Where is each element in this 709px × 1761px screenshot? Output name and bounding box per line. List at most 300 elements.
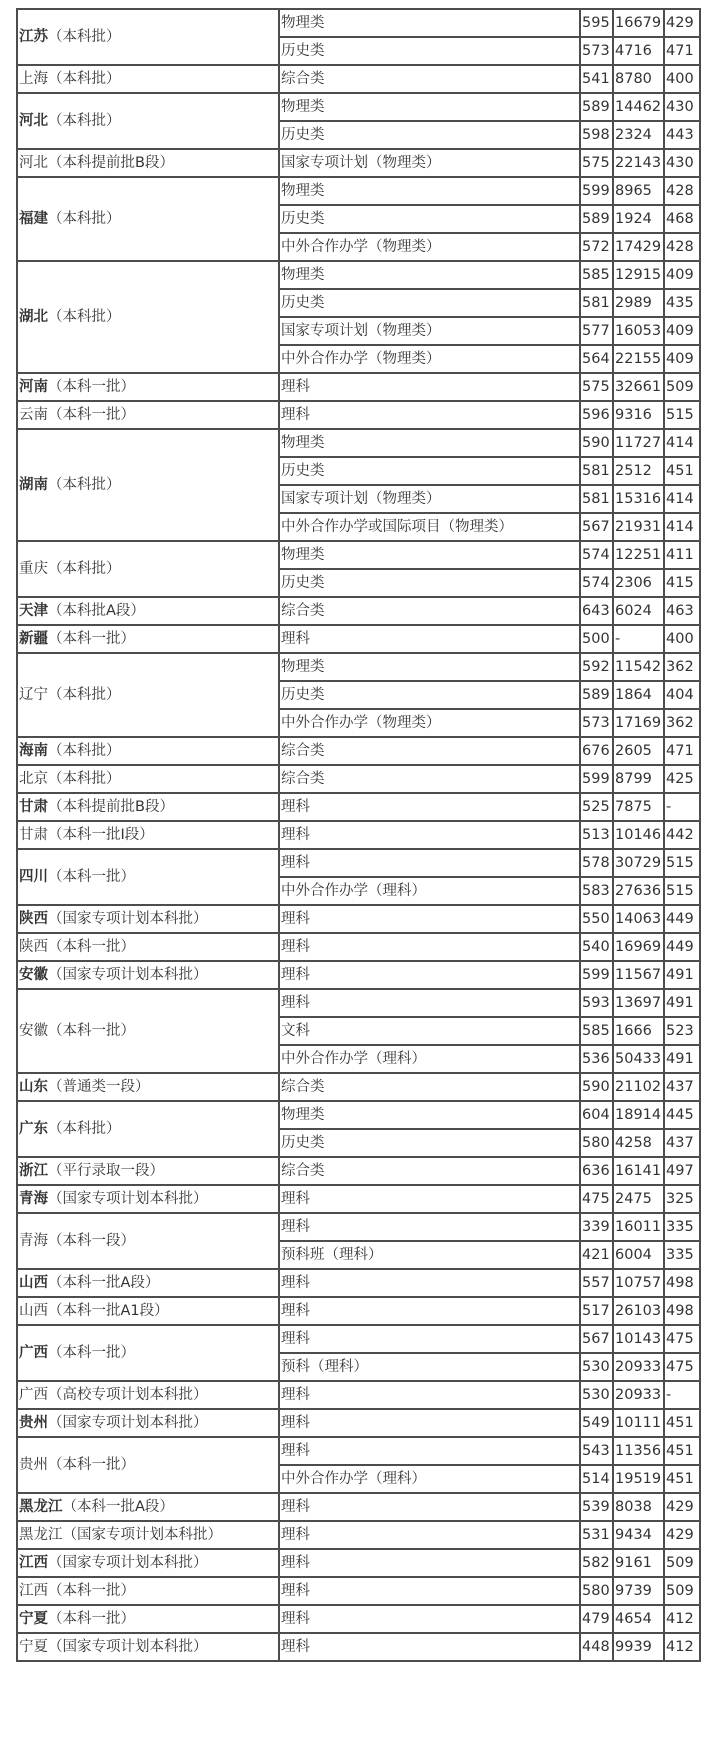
batch-line-cell: 451 [664, 1409, 700, 1437]
table-row [17, 597, 700, 625]
province-name: 天津 [19, 603, 48, 619]
min-score-cell: 567 [580, 513, 613, 541]
batch-name: （本科批） [48, 771, 121, 787]
min-score-cell: 536 [580, 1045, 613, 1073]
min-score-cell: 599 [580, 961, 613, 989]
subject-cell: 历史类 [279, 1129, 580, 1157]
min-score-cell: 530 [580, 1353, 613, 1381]
batch-name: （国家专项计划本科批） [48, 1415, 208, 1431]
batch-line-cell: 509 [664, 1549, 700, 1577]
batch-line-cell: - [664, 793, 700, 821]
subject-cell: 理科 [279, 1633, 580, 1661]
table-row [17, 1633, 700, 1661]
min-score-cell: 599 [580, 765, 613, 793]
batch-line-cell: 451 [664, 1437, 700, 1465]
batch-line-cell: 498 [664, 1269, 700, 1297]
province-name: 浙江 [19, 1163, 48, 1179]
batch-name: （国家专项计划本科批） [48, 911, 208, 927]
province-name: 青海 [19, 1233, 48, 1249]
min-rank-cell: 8965 [613, 177, 664, 205]
min-score-cell: 578 [580, 849, 613, 877]
min-score-cell: 596 [580, 401, 613, 429]
table-row [17, 541, 700, 569]
batch-name: （本科一批） [48, 1457, 135, 1473]
table-row [17, 1185, 700, 1213]
min-score-cell: 585 [580, 1017, 613, 1045]
batch-name: （本科一批） [48, 869, 135, 885]
batch-name: （本科批） [48, 29, 121, 45]
batch-name: （本科批） [48, 113, 121, 129]
min-score-cell: 589 [580, 205, 613, 233]
table-row [17, 849, 700, 877]
province-name: 上海 [19, 71, 48, 87]
table-row [17, 429, 700, 457]
batch-line-cell: 414 [664, 513, 700, 541]
batch-line-cell: 491 [664, 961, 700, 989]
table-row [17, 1577, 700, 1605]
province-name: 青海 [19, 1191, 48, 1207]
min-score-cell: 577 [580, 317, 613, 345]
min-score-cell: 475 [580, 1185, 613, 1213]
min-rank-cell: 8780 [613, 65, 664, 93]
min-score-cell: 643 [580, 597, 613, 625]
min-score-cell: 573 [580, 37, 613, 65]
province-name: 甘肃 [19, 799, 48, 815]
min-score-cell: 530 [580, 1381, 613, 1409]
batch-line-cell: 362 [664, 653, 700, 681]
batch-line-cell: 429 [664, 1493, 700, 1521]
min-rank-cell: 12915 [613, 261, 664, 289]
province-batch-cell [17, 1269, 279, 1297]
min-score-cell: 598 [580, 121, 613, 149]
subject-cell: 理科 [279, 849, 580, 877]
min-score-cell: 573 [580, 709, 613, 737]
batch-line-cell: 425 [664, 765, 700, 793]
subject-cell: 理科 [279, 1185, 580, 1213]
province-batch-cell [17, 1213, 279, 1269]
province-name: 安徽 [19, 1023, 48, 1039]
batch-name: （国家专项计划本科批） [48, 967, 208, 983]
batch-line-cell: 412 [664, 1633, 700, 1661]
min-rank-cell: 4716 [613, 37, 664, 65]
province-name: 江西 [19, 1555, 48, 1571]
min-rank-cell: 1666 [613, 1017, 664, 1045]
province-batch-cell [17, 1521, 279, 1549]
subject-cell: 预科（理科） [279, 1353, 580, 1381]
min-rank-cell: 20933 [613, 1353, 664, 1381]
province-name: 陕西 [19, 939, 48, 955]
subject-cell: 历史类 [279, 569, 580, 597]
table-row [17, 93, 700, 121]
min-rank-cell: 18914 [613, 1101, 664, 1129]
subject-cell: 理科 [279, 961, 580, 989]
province-batch-cell [17, 1073, 279, 1101]
min-rank-cell: 9939 [613, 1633, 664, 1661]
table-row [17, 1605, 700, 1633]
batch-line-cell: 471 [664, 737, 700, 765]
province-batch-cell [17, 1605, 279, 1633]
province-name: 湖北 [19, 309, 48, 325]
min-score-cell: 448 [580, 1633, 613, 1661]
province-batch-cell [17, 1185, 279, 1213]
batch-line-cell: 428 [664, 233, 700, 261]
province-batch-cell [17, 989, 279, 1073]
province-batch-cell [17, 65, 279, 93]
province-name: 宁夏 [19, 1639, 48, 1655]
batch-name: （平行录取一段） [48, 1163, 164, 1179]
batch-line-cell: 491 [664, 989, 700, 1017]
province-batch-cell [17, 1157, 279, 1185]
min-score-cell: 540 [580, 933, 613, 961]
batch-line-cell: 430 [664, 149, 700, 177]
table-row [17, 65, 700, 93]
min-score-cell: 543 [580, 1437, 613, 1465]
table-row [17, 793, 700, 821]
min-rank-cell: 6024 [613, 597, 664, 625]
min-rank-cell: 10146 [613, 821, 664, 849]
province-batch-cell [17, 1297, 279, 1325]
batch-line-cell: 400 [664, 65, 700, 93]
batch-line-cell: 442 [664, 821, 700, 849]
min-score-cell: 676 [580, 737, 613, 765]
table-row [17, 1073, 700, 1101]
province-batch-cell [17, 1437, 279, 1493]
province-batch-cell [17, 653, 279, 737]
province-batch-cell [17, 9, 279, 65]
province-batch-cell [17, 541, 279, 597]
min-rank-cell: 1924 [613, 205, 664, 233]
min-score-cell: 589 [580, 681, 613, 709]
subject-cell: 文科 [279, 1017, 580, 1045]
min-rank-cell: - [613, 625, 664, 653]
table-row [17, 737, 700, 765]
province-name: 福建 [19, 211, 48, 227]
min-rank-cell: 14063 [613, 905, 664, 933]
batch-line-cell: 449 [664, 933, 700, 961]
province-batch-cell [17, 149, 279, 177]
subject-cell: 理科 [279, 905, 580, 933]
province-batch-cell [17, 1325, 279, 1381]
batch-line-cell: 475 [664, 1353, 700, 1381]
subject-cell: 理科 [279, 989, 580, 1017]
subject-cell: 理科 [279, 401, 580, 429]
min-rank-cell: 2475 [613, 1185, 664, 1213]
batch-line-cell: 430 [664, 93, 700, 121]
min-score-cell: 592 [580, 653, 613, 681]
province-batch-cell [17, 1577, 279, 1605]
batch-name: （本科一批） [48, 1611, 135, 1627]
min-rank-cell: 11567 [613, 961, 664, 989]
batch-name: （本科批） [48, 211, 121, 227]
subject-cell: 综合类 [279, 1073, 580, 1101]
batch-line-cell: 437 [664, 1073, 700, 1101]
table-row [17, 1213, 700, 1241]
table-row [17, 261, 700, 289]
province-batch-cell [17, 961, 279, 989]
min-score-cell: 572 [580, 233, 613, 261]
subject-cell: 理科 [279, 373, 580, 401]
province-name: 黑龙江 [19, 1527, 63, 1543]
subject-cell: 理科 [279, 1297, 580, 1325]
batch-name: （本科批） [48, 743, 121, 759]
min-score-cell: 517 [580, 1297, 613, 1325]
batch-line-cell: 497 [664, 1157, 700, 1185]
batch-name: （本科一批） [48, 631, 135, 647]
subject-cell: 物理类 [279, 541, 580, 569]
subject-cell: 物理类 [279, 9, 580, 37]
subject-cell: 中外合作办学（理科） [279, 877, 580, 905]
table-row [17, 821, 700, 849]
subject-cell: 理科 [279, 1409, 580, 1437]
subject-cell: 综合类 [279, 1157, 580, 1185]
province-batch-cell [17, 625, 279, 653]
min-score-cell: 550 [580, 905, 613, 933]
min-rank-cell: 4654 [613, 1605, 664, 1633]
batch-line-cell: 515 [664, 849, 700, 877]
province-name: 河北 [19, 155, 48, 171]
batch-line-cell: - [664, 1381, 700, 1409]
batch-name: （本科一批） [48, 1583, 135, 1599]
subject-cell: 物理类 [279, 653, 580, 681]
table-row [17, 1269, 700, 1297]
batch-line-cell: 414 [664, 485, 700, 513]
province-name: 广东 [19, 1121, 48, 1137]
province-name: 广西 [19, 1387, 48, 1403]
min-score-cell: 595 [580, 9, 613, 37]
province-name: 甘肃 [19, 827, 48, 843]
batch-line-cell: 409 [664, 345, 700, 373]
subject-cell: 综合类 [279, 597, 580, 625]
subject-cell: 综合类 [279, 765, 580, 793]
min-rank-cell: 10757 [613, 1269, 664, 1297]
table-row [17, 1325, 700, 1353]
province-batch-cell [17, 373, 279, 401]
batch-name: （本科批） [48, 477, 121, 493]
subject-cell: 物理类 [279, 261, 580, 289]
min-rank-cell: 8038 [613, 1493, 664, 1521]
table-row [17, 1157, 700, 1185]
subject-cell: 中外合作办学（理科） [279, 1045, 580, 1073]
subject-cell: 综合类 [279, 737, 580, 765]
subject-cell: 理科 [279, 1269, 580, 1297]
batch-line-cell: 443 [664, 121, 700, 149]
batch-line-cell: 475 [664, 1325, 700, 1353]
batch-line-cell: 404 [664, 681, 700, 709]
min-score-cell: 557 [580, 1269, 613, 1297]
min-score-cell: 575 [580, 373, 613, 401]
min-score-cell: 599 [580, 177, 613, 205]
min-score-cell: 583 [580, 877, 613, 905]
province-name: 云南 [19, 407, 48, 423]
min-score-cell: 581 [580, 485, 613, 513]
min-score-cell: 580 [580, 1129, 613, 1157]
subject-cell: 物理类 [279, 177, 580, 205]
province-name: 陕西 [19, 911, 48, 927]
table-row [17, 1381, 700, 1409]
batch-name: （普通类一段） [48, 1079, 150, 1095]
min-rank-cell: 2306 [613, 569, 664, 597]
subject-cell: 物理类 [279, 1101, 580, 1129]
min-rank-cell: 11542 [613, 653, 664, 681]
subject-cell: 历史类 [279, 457, 580, 485]
min-rank-cell: 16053 [613, 317, 664, 345]
subject-cell: 历史类 [279, 681, 580, 709]
province-batch-cell [17, 933, 279, 961]
min-rank-cell: 1864 [613, 681, 664, 709]
batch-line-cell: 409 [664, 261, 700, 289]
batch-name: （本科一批I段） [48, 827, 154, 843]
min-score-cell: 581 [580, 457, 613, 485]
batch-line-cell: 491 [664, 1045, 700, 1073]
batch-line-cell: 437 [664, 1129, 700, 1157]
table-row [17, 933, 700, 961]
min-score-cell: 531 [580, 1521, 613, 1549]
min-score-cell: 549 [580, 1409, 613, 1437]
batch-name: （本科一批） [48, 379, 135, 395]
min-score-cell: 590 [580, 429, 613, 457]
min-rank-cell: 10111 [613, 1409, 664, 1437]
batch-name: （本科一批） [48, 1023, 135, 1039]
province-batch-cell [17, 1549, 279, 1577]
min-rank-cell: 15316 [613, 485, 664, 513]
province-name: 重庆 [19, 561, 48, 577]
province-name: 辽宁 [19, 687, 48, 703]
batch-line-cell: 449 [664, 905, 700, 933]
province-batch-cell [17, 597, 279, 625]
table-row [17, 9, 700, 37]
province-batch-cell [17, 821, 279, 849]
batch-line-cell: 400 [664, 625, 700, 653]
subject-cell: 中外合作办学（物理类） [279, 345, 580, 373]
batch-line-cell: 515 [664, 401, 700, 429]
batch-line-cell: 362 [664, 709, 700, 737]
min-rank-cell: 12251 [613, 541, 664, 569]
min-rank-cell: 9434 [613, 1521, 664, 1549]
batch-line-cell: 412 [664, 1605, 700, 1633]
subject-cell: 物理类 [279, 93, 580, 121]
subject-cell: 理科 [279, 1577, 580, 1605]
min-rank-cell: 9161 [613, 1549, 664, 1577]
subject-cell: 理科 [279, 625, 580, 653]
batch-line-cell: 415 [664, 569, 700, 597]
batch-line-cell: 325 [664, 1185, 700, 1213]
min-rank-cell: 16969 [613, 933, 664, 961]
batch-line-cell: 335 [664, 1241, 700, 1269]
table-row [17, 1297, 700, 1325]
min-score-cell: 513 [580, 821, 613, 849]
subject-cell: 历史类 [279, 37, 580, 65]
min-rank-cell: 20933 [613, 1381, 664, 1409]
subject-cell: 理科 [279, 1381, 580, 1409]
min-rank-cell: 22143 [613, 149, 664, 177]
batch-line-cell: 429 [664, 9, 700, 37]
min-rank-cell: 2989 [613, 289, 664, 317]
min-rank-cell: 27636 [613, 877, 664, 905]
min-rank-cell: 9739 [613, 1577, 664, 1605]
min-rank-cell: 17429 [613, 233, 664, 261]
batch-name: （本科提前批B段） [48, 155, 174, 171]
batch-name: （本科一批） [48, 1345, 135, 1361]
province-batch-cell [17, 429, 279, 541]
table-row [17, 1549, 700, 1577]
min-score-cell: 541 [580, 65, 613, 93]
table-row [17, 401, 700, 429]
min-rank-cell: 11356 [613, 1437, 664, 1465]
table-body [17, 9, 700, 1661]
min-rank-cell: 2512 [613, 457, 664, 485]
min-rank-cell: 2324 [613, 121, 664, 149]
province-batch-cell [17, 1381, 279, 1409]
min-rank-cell: 16011 [613, 1213, 664, 1241]
batch-line-cell: 451 [664, 457, 700, 485]
province-name: 北京 [19, 771, 48, 787]
min-score-cell: 585 [580, 261, 613, 289]
province-batch-cell [17, 401, 279, 429]
province-name: 四川 [19, 869, 48, 885]
batch-line-cell: 335 [664, 1213, 700, 1241]
province-name: 山西 [19, 1275, 48, 1291]
min-rank-cell: 11727 [613, 429, 664, 457]
subject-cell: 历史类 [279, 205, 580, 233]
batch-name: （本科一批） [48, 939, 135, 955]
subject-cell: 理科 [279, 1521, 580, 1549]
province-name: 新疆 [19, 631, 48, 647]
batch-name: （本科批） [48, 561, 121, 577]
batch-line-cell: 471 [664, 37, 700, 65]
min-rank-cell: 21102 [613, 1073, 664, 1101]
min-score-cell: 500 [580, 625, 613, 653]
subject-cell: 历史类 [279, 121, 580, 149]
province-batch-cell [17, 737, 279, 765]
min-rank-cell: 30729 [613, 849, 664, 877]
province-name: 山西 [19, 1303, 48, 1319]
subject-cell: 理科 [279, 793, 580, 821]
subject-cell: 中外合作办学（理科） [279, 1465, 580, 1493]
min-score-cell: 339 [580, 1213, 613, 1241]
min-score-cell: 582 [580, 1549, 613, 1577]
min-score-cell: 580 [580, 1577, 613, 1605]
province-batch-cell [17, 793, 279, 821]
min-score-cell: 604 [580, 1101, 613, 1129]
province-name: 贵州 [19, 1415, 48, 1431]
province-name: 河南 [19, 379, 48, 395]
province-batch-cell [17, 765, 279, 793]
subject-cell: 物理类 [279, 429, 580, 457]
province-batch-cell [17, 1633, 279, 1661]
province-batch-cell [17, 849, 279, 905]
batch-line-cell: 509 [664, 373, 700, 401]
min-rank-cell: 4258 [613, 1129, 664, 1157]
batch-name: （本科批） [48, 687, 121, 703]
batch-line-cell: 435 [664, 289, 700, 317]
min-score-cell: 514 [580, 1465, 613, 1493]
min-score-cell: 525 [580, 793, 613, 821]
batch-name: （本科一段） [48, 1233, 135, 1249]
batch-name: （本科一批A1段） [48, 1303, 169, 1319]
batch-name: （国家专项计划本科批） [62, 1527, 222, 1543]
subject-cell: 国家专项计划（物理类） [279, 149, 580, 177]
province-name: 广西 [19, 1345, 48, 1361]
batch-name: （本科一批A段） [48, 1275, 160, 1291]
min-score-cell: 567 [580, 1325, 613, 1353]
table-row [17, 905, 700, 933]
subject-cell: 中外合作办学或国际项目（物理类） [279, 513, 580, 541]
batch-name: （本科批） [48, 1121, 121, 1137]
min-score-cell: 539 [580, 1493, 613, 1521]
subject-cell: 理科 [279, 933, 580, 961]
batch-name: （本科批A段） [48, 603, 145, 619]
min-rank-cell: 32661 [613, 373, 664, 401]
